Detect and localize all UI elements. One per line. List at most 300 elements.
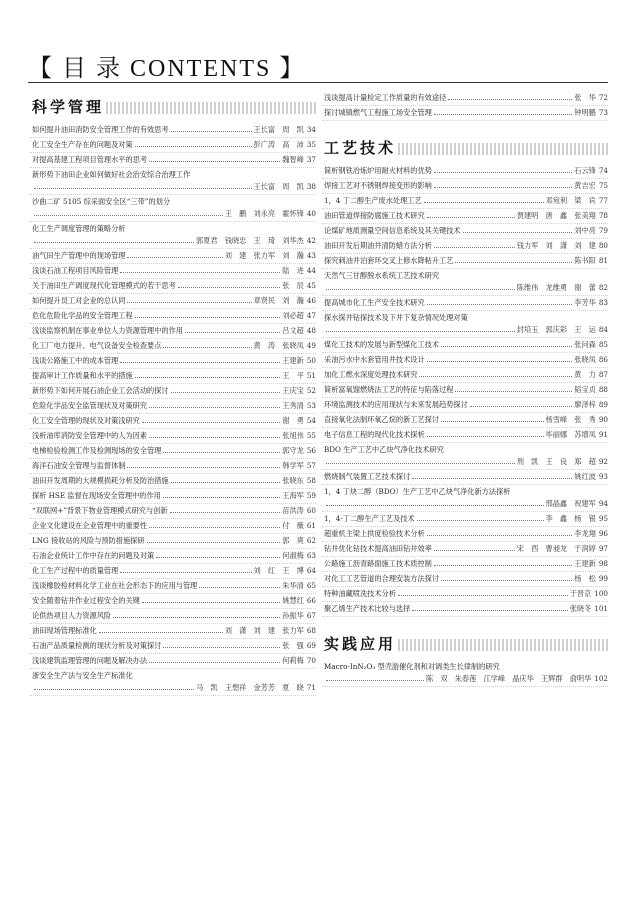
- entry-title: 1，4-丁二醇生产工艺及技术: [324, 514, 415, 523]
- leader-dots: [163, 347, 251, 348]
- leader-dots: [427, 304, 573, 305]
- leader-dots: [34, 689, 194, 690]
- toc-entry[interactable]: [30, 265, 316, 279]
- leader-dots: [463, 232, 573, 233]
- entry-line: [324, 282, 608, 294]
- entry-page: 69: [306, 641, 316, 650]
- entry-line: [324, 384, 608, 396]
- entry-page: 79: [598, 226, 608, 235]
- toc-list: [30, 124, 316, 696]
- entry-line: [32, 325, 316, 337]
- entry-page: 70: [306, 656, 316, 665]
- leader-dots: [412, 478, 572, 479]
- entry-page: 54: [306, 416, 316, 425]
- entry-line: [32, 310, 316, 322]
- toc-entry[interactable]: [322, 195, 608, 209]
- entry-title: 新形势下油田企业如何做好社会治安综合治理工作: [32, 170, 191, 179]
- leader-dots: [34, 188, 252, 189]
- entry-line: [324, 513, 608, 525]
- entry-title: 超重机主梁上拱度检验技术分析: [324, 529, 425, 538]
- entry-page: 66: [306, 596, 316, 605]
- toc-entry[interactable]: [322, 339, 608, 353]
- leader-dots: [163, 452, 280, 453]
- toc-entry[interactable]: [30, 415, 316, 429]
- entry-page: 46: [306, 296, 316, 305]
- toc-entry[interactable]: [322, 92, 608, 106]
- entry-line: [32, 505, 316, 517]
- leader-dots: [470, 406, 573, 407]
- entry-title: 焊接工艺对不锈钢焊接变形的影响: [324, 181, 432, 190]
- entry-title: 油田管道焊接防腐施工技术研究: [324, 211, 425, 220]
- entry-title: 探水探井钻探技术及下井下复杂情况处理对策: [324, 313, 468, 322]
- leader-dots: [149, 161, 280, 162]
- entry-authors: 张 强: [282, 641, 304, 650]
- entry-page: 55: [306, 431, 316, 440]
- toc-entry[interactable]: [322, 180, 608, 194]
- entry-line: [324, 456, 608, 468]
- entry-title: Macro-InN₂O₃ 型壳游催化剂和对调类生长律制的研究: [324, 662, 500, 671]
- leader-dots: [455, 262, 572, 263]
- entry-authors: 苗洪涛: [282, 506, 304, 515]
- entry-authors: 黄 力: [574, 370, 596, 379]
- entry-title: 钻井优化钻技术提高油田钻井效率: [324, 544, 432, 553]
- leader-dots: [149, 527, 280, 528]
- entry-line: [324, 414, 608, 426]
- toc-entry[interactable]: [30, 250, 316, 264]
- toc-entry[interactable]: [322, 255, 608, 269]
- toc-entry[interactable]: [322, 210, 608, 224]
- leader-dots: [127, 467, 280, 468]
- toc-entry[interactable]: [30, 475, 316, 489]
- section-header: [322, 631, 608, 661]
- entry-line: [32, 208, 316, 220]
- entry-title: 浅谈橡胶检材料化学工业在社会形态下的应用与管理: [32, 581, 198, 590]
- entry-title: 新形势下如何开展石油企业工会活动的探讨: [32, 386, 169, 395]
- entry-title: 简析富氧馏燃烧法工艺的特征与陷落过程: [324, 385, 454, 394]
- entry-line: [324, 498, 608, 510]
- entry-line: [32, 610, 316, 622]
- entry-line: [324, 210, 608, 222]
- entry-page: 74: [598, 166, 608, 175]
- leader-dots: [147, 542, 281, 543]
- toc-entry[interactable]: [322, 603, 608, 617]
- toc-entry[interactable]: [30, 325, 316, 339]
- toc-entry[interactable]: [30, 445, 316, 459]
- toc-entry[interactable]: [30, 169, 316, 195]
- toc-entry[interactable]: [322, 528, 608, 542]
- entry-title: 企业文化建设在企业管理中的重要性: [32, 521, 148, 530]
- toc-entry[interactable]: [30, 670, 316, 696]
- entry-page: 68: [306, 626, 316, 635]
- toc-entry[interactable]: [322, 486, 608, 512]
- entry-page: 43: [306, 251, 316, 260]
- entry-page: 52: [306, 386, 316, 395]
- toc-entry[interactable]: [322, 312, 608, 338]
- leader-dots: [178, 287, 281, 288]
- toc-entry[interactable]: [322, 588, 608, 602]
- entry-authors: 宋 西 曹昶龙 于润婷: [516, 544, 596, 553]
- entry-page: 86: [598, 355, 608, 364]
- leader-dots: [412, 610, 567, 611]
- entry-page: 53: [306, 401, 316, 410]
- entry-authors: 邓宛利 梁 宾: [545, 196, 596, 205]
- entry-authors: 王长富 周 凯: [253, 125, 304, 134]
- toc-entry[interactable]: [322, 354, 608, 368]
- entry-authors: 韬宝贞: [574, 385, 596, 394]
- entry-page: 82: [598, 283, 608, 292]
- toc-entry[interactable]: [30, 295, 316, 309]
- entry-title: 采油污水中水套管用井技术设计: [324, 355, 425, 364]
- entry-line: [32, 490, 316, 502]
- leader-dots: [441, 580, 572, 581]
- entry-line: [324, 543, 608, 555]
- toc-entry[interactable]: [322, 270, 608, 296]
- entry-page: 71: [306, 683, 316, 692]
- entry-authors: 王 平: [282, 371, 304, 380]
- section-header: [30, 94, 316, 124]
- toc-entry[interactable]: [322, 471, 608, 485]
- leader-dots: [441, 346, 572, 347]
- toc-entry[interactable]: [30, 595, 316, 609]
- entry-title: 论煤矿地质测量空间信息系统及其关键技术: [324, 226, 461, 235]
- toc-entry[interactable]: [30, 355, 316, 369]
- entry-line: [324, 195, 608, 207]
- toc-list: [322, 165, 608, 617]
- entry-page: 96: [598, 529, 608, 538]
- leader-dots: [149, 662, 280, 663]
- toc-entry[interactable]: [30, 400, 316, 414]
- leader-dots: [424, 202, 544, 203]
- entry-title: 油田开发后期油井清防蜡方法分析: [324, 241, 432, 250]
- entry-line: [324, 354, 608, 366]
- leader-dots: [120, 572, 251, 573]
- toc-entry[interactable]: [322, 429, 608, 443]
- entry-page: 77: [598, 196, 608, 205]
- leader-dots: [163, 497, 280, 498]
- entry-title: 危化危险化学品的安全管理工程: [32, 311, 133, 320]
- toc-entry[interactable]: [322, 369, 608, 383]
- entry-line: [324, 673, 608, 685]
- toc-entry[interactable]: [30, 154, 316, 168]
- entry-authors: 张晓冬: [569, 604, 592, 613]
- entry-page: 35: [306, 140, 316, 149]
- entry-line: [32, 655, 316, 667]
- entry-authors: 张旭伟: [282, 431, 304, 440]
- toc-entry[interactable]: [30, 490, 316, 504]
- toc-entry[interactable]: [322, 240, 608, 254]
- entry-authors: 张晓东: [282, 476, 304, 485]
- entry-title: 特种油藏喷洗技术分析: [324, 589, 396, 598]
- entry-page: 102: [594, 674, 608, 683]
- entry-line: [324, 225, 608, 237]
- leader-dots: [163, 647, 280, 648]
- toc-entry[interactable]: [30, 580, 316, 594]
- entry-line: [32, 580, 316, 592]
- entry-line: [32, 550, 316, 562]
- entry-authors: 黄吉宏: [574, 181, 596, 190]
- entry-authors: 刘必超: [282, 311, 304, 320]
- entry-line: [324, 180, 608, 192]
- toc-entry[interactable]: [322, 573, 608, 587]
- leader-dots: [326, 331, 515, 332]
- entry-page: 42: [306, 236, 316, 245]
- entry-line: [32, 280, 316, 292]
- toc-entry[interactable]: [30, 370, 316, 384]
- entry-page: 59: [306, 491, 316, 500]
- entry-authors: 王 鹏 刘永亮 霍怀锋: [224, 209, 304, 218]
- toc-entry[interactable]: [30, 385, 316, 399]
- entry-line: [32, 475, 316, 487]
- entry-title: BDO 生产工艺中乙炔气净化技术研究: [324, 445, 444, 454]
- entry-page: 62: [306, 536, 316, 545]
- entry-authors: 李芳华: [574, 298, 596, 307]
- entry-authors: 吕文超: [282, 326, 304, 335]
- entry-authors: 贾建明 唐 鑫 张美翔: [516, 211, 596, 220]
- entry-page: 45: [306, 281, 316, 290]
- entry-line: [32, 430, 316, 442]
- entry-line: [32, 370, 316, 382]
- leader-dots: [326, 680, 424, 681]
- section-header: [322, 135, 608, 165]
- entry-authors: 李龙翔: [574, 529, 596, 538]
- entry-authors: 石云锋: [574, 166, 596, 175]
- toc-entry[interactable]: [322, 165, 608, 179]
- entry-line: [32, 295, 316, 307]
- entry-title: 浅谈监察机制在事业单位人力资源管理中的作用: [32, 326, 183, 335]
- leader-dots: [441, 421, 544, 422]
- toc-entry[interactable]: [30, 535, 316, 549]
- entry-authors: 张 辰: [282, 281, 304, 290]
- entry-page: 75: [598, 181, 608, 190]
- entry-authors: 李 鑫 杨 银: [545, 514, 596, 523]
- entry-page: 101: [594, 604, 608, 613]
- toc-entry[interactable]: [30, 655, 316, 669]
- entry-authors: 刑 凯 王 良 郑 超: [516, 457, 596, 466]
- entry-authors: 张问森: [574, 340, 596, 349]
- leader-dots: [127, 302, 251, 303]
- toc-entry[interactable]: [322, 107, 608, 121]
- entry-page: 51: [306, 371, 316, 380]
- entry-line: [324, 399, 608, 411]
- entry-authors: 朱华清: [282, 581, 304, 590]
- toc-entry[interactable]: [30, 310, 316, 324]
- entry-title: 浅谈建筑监理管理的问题及解决办法: [32, 656, 148, 665]
- toc-entry[interactable]: [322, 399, 608, 413]
- toc-entry[interactable]: [322, 225, 608, 239]
- entry-title: 石油企业统计工作中存在的问题及对策: [32, 551, 155, 560]
- entry-title: 探讨城镇燃气工程施工场安全管理: [324, 108, 432, 117]
- entry-title: 电梯检验检测工作及检测现场的安全管理: [32, 446, 162, 455]
- entry-line: [32, 640, 316, 652]
- entry-title: 天然气三甘醇脱水系统工艺技术研究: [324, 271, 440, 280]
- toc-entry[interactable]: [30, 610, 316, 624]
- leader-dots: [135, 317, 281, 318]
- entry-line: [32, 340, 316, 352]
- entry-page: 56: [306, 446, 316, 455]
- entry-page: 65: [306, 581, 316, 590]
- toc-entry[interactable]: [322, 444, 608, 470]
- entry-line: [32, 154, 316, 166]
- entry-title: 化工安全生产存在的问题及对策: [32, 140, 133, 149]
- entry-title: 环境监测技术的应用现状与未来发展趋势探讨: [324, 400, 468, 409]
- leader-dots: [120, 272, 280, 273]
- toc-entry[interactable]: [322, 384, 608, 398]
- entry-title: 石油产品质量检测的现状分析及对策探讨: [32, 641, 162, 650]
- leader-dots: [149, 407, 280, 408]
- entry-authors: 杨 松: [574, 574, 596, 583]
- entry-page: 95: [598, 514, 608, 523]
- entry-line: [32, 265, 316, 277]
- entry-page: 47: [306, 311, 316, 320]
- entry-line: [324, 471, 608, 483]
- entry-page: 48: [306, 326, 316, 335]
- toc-entry[interactable]: [30, 460, 316, 474]
- leader-dots: [99, 632, 223, 633]
- leader-dots: [171, 392, 281, 393]
- entry-authors: 谢 勇: [282, 416, 304, 425]
- entry-page: 63: [306, 551, 316, 560]
- toc-entry[interactable]: [30, 280, 316, 294]
- leader-dots: [135, 146, 252, 147]
- entry-authors: 郭夏君 钱晓忠 王 琦 刘华杰: [196, 236, 304, 245]
- entry-page: 91: [598, 430, 608, 439]
- entry-line: [32, 385, 316, 397]
- entry-page: 97: [598, 544, 608, 553]
- entry-authors: 张晓凤: [574, 355, 596, 364]
- entry-page: 93: [598, 472, 608, 481]
- entry-authors: 张 华: [574, 93, 596, 102]
- leader-dots: [120, 362, 280, 363]
- entry-title: 如何提升员工对企业的总认同: [32, 296, 126, 305]
- entry-authors: 刘 建 张力军 刘 瀚: [224, 251, 304, 260]
- entry-authors: 魏智峰: [282, 155, 304, 164]
- entry-title: “双联网+”背景下物业管理模式研究与创新: [32, 506, 168, 515]
- toc-entry[interactable]: [30, 640, 316, 654]
- entry-line: [32, 181, 316, 193]
- entry-title: 浅析油库消防安全管理中的人为因素: [32, 431, 148, 440]
- entry-authors: 杨雪峰 张 秀: [545, 415, 596, 424]
- entry-line: [324, 339, 608, 351]
- entry-title: 海洋石油安全管理与监督体制: [32, 461, 126, 470]
- entry-line: [324, 240, 608, 252]
- toc-entry[interactable]: [322, 543, 608, 557]
- section-process-technology: [322, 135, 608, 617]
- entry-page: 83: [598, 298, 608, 307]
- entry-authors: 王秀清: [282, 401, 304, 410]
- entry-page: 57: [306, 461, 316, 470]
- entry-title: 化工生产过程中的质量管理: [32, 566, 119, 575]
- entry-page: 58: [306, 476, 316, 485]
- leader-dots: [434, 247, 515, 248]
- entry-authors: 马 凯 王想祥 金芳芳 夏 晓: [196, 683, 304, 692]
- leader-dots: [127, 257, 222, 258]
- entry-title: 化工安全管理的现状及对策浅研究: [32, 416, 140, 425]
- entry-authors: 孙振华: [282, 611, 304, 620]
- entry-page: 67: [306, 611, 316, 620]
- toc-entry[interactable]: [30, 520, 316, 534]
- entry-title: 油田现场管理标准化: [32, 626, 97, 635]
- entry-title: 如何提升油田消防安全管理工作的有效思考: [32, 125, 169, 134]
- entry-line: [324, 369, 608, 381]
- entry-line: [324, 558, 608, 570]
- leader-dots: [156, 557, 280, 558]
- toc-entry[interactable]: [30, 196, 316, 222]
- toc-entry[interactable]: [30, 565, 316, 579]
- entry-page: 88: [598, 385, 608, 394]
- section-title: 实践应用: [322, 631, 398, 654]
- leader-dots: [434, 172, 572, 173]
- toc-entry[interactable]: [30, 223, 316, 249]
- leader-dots: [142, 602, 280, 603]
- entry-line: [32, 520, 316, 532]
- entry-authors: 刘 红 王 博: [253, 566, 304, 575]
- entry-line: [324, 107, 608, 119]
- entry-authors: 廖泽梓: [574, 400, 596, 409]
- entry-line: [324, 297, 608, 309]
- entry-title: 安全随着钻井作业过程安全的关键: [32, 596, 140, 605]
- entry-line: [324, 92, 608, 104]
- leader-dots: [434, 565, 572, 566]
- entry-line: [32, 565, 316, 577]
- entry-title: 探究刺油井泊套环交叉上修水降粘升工艺: [324, 256, 454, 265]
- leader-dots: [326, 289, 515, 290]
- toc-list-continued: [322, 92, 608, 121]
- toc-entry[interactable]: [30, 139, 316, 153]
- entry-authors: 姚红波: [574, 472, 596, 481]
- entry-page: 44: [306, 266, 316, 275]
- toc-entry[interactable]: [322, 297, 608, 311]
- toc-entry[interactable]: [322, 661, 608, 687]
- entry-line: [32, 625, 316, 637]
- toc-entry[interactable]: [30, 550, 316, 564]
- entry-page: 64: [306, 566, 316, 575]
- toc-entry[interactable]: [322, 513, 608, 527]
- entry-page: 90: [598, 415, 608, 424]
- toc-list: [322, 661, 608, 687]
- leader-dots: [448, 99, 572, 100]
- entry-title: LNG 接收站的风险与预防措施探研: [32, 536, 145, 545]
- left-column: [30, 92, 316, 702]
- entry-page: 98: [598, 559, 608, 568]
- toc-entry[interactable]: [30, 625, 316, 639]
- toc-entry[interactable]: [30, 124, 316, 138]
- entry-page: 84: [598, 325, 608, 334]
- entry-page: 89: [598, 400, 608, 409]
- entry-title: 提高审计工作质量和水平的措施: [32, 371, 133, 380]
- title-divider: [28, 82, 608, 83]
- toc-entry[interactable]: [30, 340, 316, 354]
- entry-title: 聚乙烯生产技术比较与选择: [324, 604, 411, 613]
- entry-title: 关于油田生产调度现代化管理模式的若干思考: [32, 281, 176, 290]
- entry-line: [324, 324, 608, 336]
- leader-dots: [142, 422, 280, 423]
- entry-authors: 封培玉 郭庆彩 王 运: [516, 325, 596, 334]
- entry-title: 论供热项目人力资源风险: [32, 611, 112, 620]
- toc-entry[interactable]: [322, 414, 608, 428]
- toc-entry[interactable]: [30, 430, 316, 444]
- leader-dots: [427, 217, 515, 218]
- entry-title: 浙安全生产法与安全生产标准化: [32, 671, 133, 680]
- toc-entry[interactable]: [30, 505, 316, 519]
- entry-line: [32, 355, 316, 367]
- leader-dots: [434, 550, 515, 551]
- entry-page: 40: [306, 209, 316, 218]
- entry-line: [32, 595, 316, 607]
- entry-page: 37: [306, 155, 316, 164]
- toc-entry[interactable]: [322, 558, 608, 572]
- entry-authors: 刘 潇 刘 建 张力军: [224, 626, 304, 635]
- entry-page: 50: [306, 356, 316, 365]
